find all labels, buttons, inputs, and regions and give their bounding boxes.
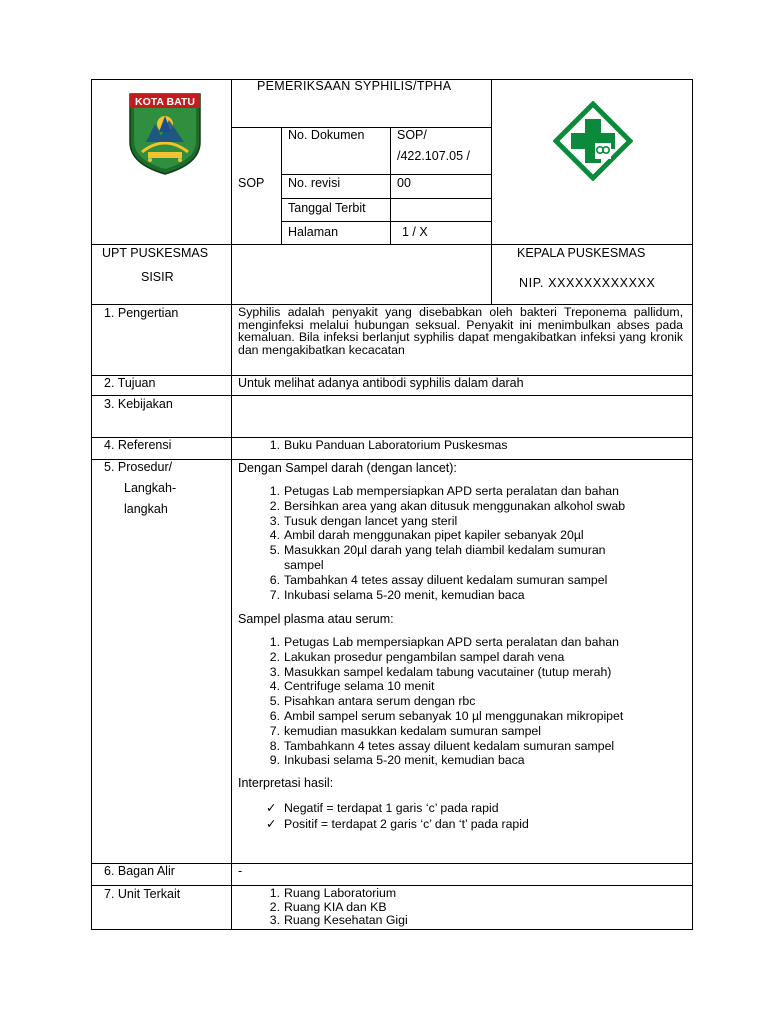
list-item: 4. Centrifuge selama 10 menit [269, 679, 435, 694]
list-item: 7. Inkubasi selama 5-20 menit, kemudian baca [269, 587, 525, 602]
kepala-puskesmas-label: KEPALA PUSKESMAS [517, 246, 646, 260]
list-item: 2. Ruang KIA dan KB [269, 899, 387, 914]
sop-label: SOP [238, 176, 265, 190]
darah-steps-list [269, 484, 626, 602]
tanggal-terbit-label: Tanggal Terbit [288, 201, 366, 215]
no-revisi-label: No. revisi [288, 176, 341, 190]
checkmark-icon: ✓ [266, 801, 277, 815]
section-label-kebijakan: 3. Kebijakan [104, 397, 173, 411]
unit-terkait-list [269, 886, 408, 928]
plasma-steps-list [269, 635, 624, 768]
list-item: sampel [284, 557, 324, 572]
no-dokumen-value-line2: /422.107.05 / [397, 149, 470, 163]
document-title: PEMERIKSAAN SYPHILIS/TPHA [257, 79, 452, 93]
list-item: ✓ Negatif = terdapat 1 garis ‘c’ pada rapid [266, 801, 499, 815]
kepala-puskesmas-nip: NIP. XXXXXXXXXXXX [519, 276, 656, 290]
list-item: 3. Tusuk dengan lancet yang steril [269, 513, 458, 528]
list-item: 2. Lakukan prosedur pengambilan sampel darah vena [269, 649, 565, 664]
section-label-prosedur: 5. Prosedur/ [104, 460, 173, 474]
section-label-langkah: Langkah- [124, 481, 177, 495]
prosedur-intro-interpretasi: Interpretasi hasil: [238, 776, 334, 790]
no-revisi-value: 00 [397, 176, 411, 190]
list-item: 9. Inkubasi selama 5-20 menit, kemudian baca [269, 753, 525, 768]
section-label-langkah-2: langkah [124, 502, 168, 516]
list-item: 1. Petugas Lab mempersiapkan APD serta peralatan dan bahan [269, 635, 619, 649]
upt-puskesmas-line1: UPT PUSKESMAS [102, 246, 209, 260]
referensi-list [269, 438, 508, 453]
prosedur-intro-darah: Dengan Sampel darah (dengan lancet): [238, 461, 457, 475]
list-item: 5. Pisahkan antara serum dengan rbc [269, 694, 476, 709]
list-item: 1. Ruang Laboratorium [269, 886, 397, 900]
list-item: 7. kemudian masukkan kedalam sumuran sampel [269, 723, 541, 738]
pengertian-text: Syphilis adalah penyakit yang disebabkan oleh bakteri Treponema pallidum, menginfeksi melalui hubungan seksual. Penyakit ini menimbulkan abses pada kemaluan. Bila infeksi berlanjut syphilis dapat mengakibatkan infeksi yang kronik dan mengakibatkan kecacatan [238, 305, 683, 357]
checkmark-icon: ✓ [266, 817, 277, 831]
halaman-value: 1 / X [402, 225, 428, 239]
no-dokumen-label: No. Dokumen [288, 128, 365, 142]
list-item: 1. Petugas Lab mempersiapkan APD serta peralatan dan bahan [269, 484, 619, 498]
list-item: 6. Tambahkan 4 tetes assay diluent kedalam sumuran sampel [269, 572, 608, 587]
section-label-referensi: 4. Referensi [104, 438, 172, 452]
list-item: 5. Masukkan 20µl darah yang telah diambil kedalam sumuran [269, 543, 606, 558]
puskesmas-logo [553, 101, 633, 181]
list-item: 6. Ambil sampel serum sebanyak 10 µl menggunakan mikropipet [269, 708, 624, 723]
list-item: 3. Ruang Kesehatan Gigi [269, 913, 408, 928]
prosedur-intro-plasma: Sampel plasma atau serum: [238, 612, 394, 626]
no-dokumen-value-line1: SOP/ [397, 128, 427, 142]
list-item: 1. Buku Panduan Laboratorium Puskesmas [269, 438, 508, 452]
bagan-alir-text: - [238, 864, 243, 878]
tujuan-text: Untuk melihat adanya antibodi syphilis dalam darah [238, 376, 524, 390]
list-item: 3. Masukkan sampel kedalam tabung vacutainer (tutup merah) [269, 664, 612, 679]
svg-text:KOTA BATU: KOTA BATU [135, 96, 195, 108]
list-item: 8. Tambahkann 4 tetes assay diluent kedalam sumuran sampel [269, 738, 615, 753]
kota-batu-logo [128, 92, 202, 176]
list-item: 4. Ambil darah menggunakan pipet kapiler sebanyak 20µl [269, 528, 584, 543]
halaman-label: Halaman [288, 225, 339, 239]
list-item: 2. Bersihkan area yang akan ditusuk menggunakan alkohol swab [269, 498, 626, 513]
section-label-pengertian: 1. Pengertian [104, 306, 179, 320]
section-label-bagan-alir: 6. Bagan Alir [104, 864, 175, 878]
interpretasi-list [266, 800, 529, 832]
list-item: ✓ Positif = terdapat 2 garis ‘c’ dan ‘t’ pada rapid [266, 817, 529, 831]
section-label-tujuan: 2. Tujuan [104, 376, 156, 390]
upt-puskesmas-line2: SISIR [141, 270, 174, 284]
section-label-unit-terkait: 7. Unit Terkait [104, 887, 181, 901]
